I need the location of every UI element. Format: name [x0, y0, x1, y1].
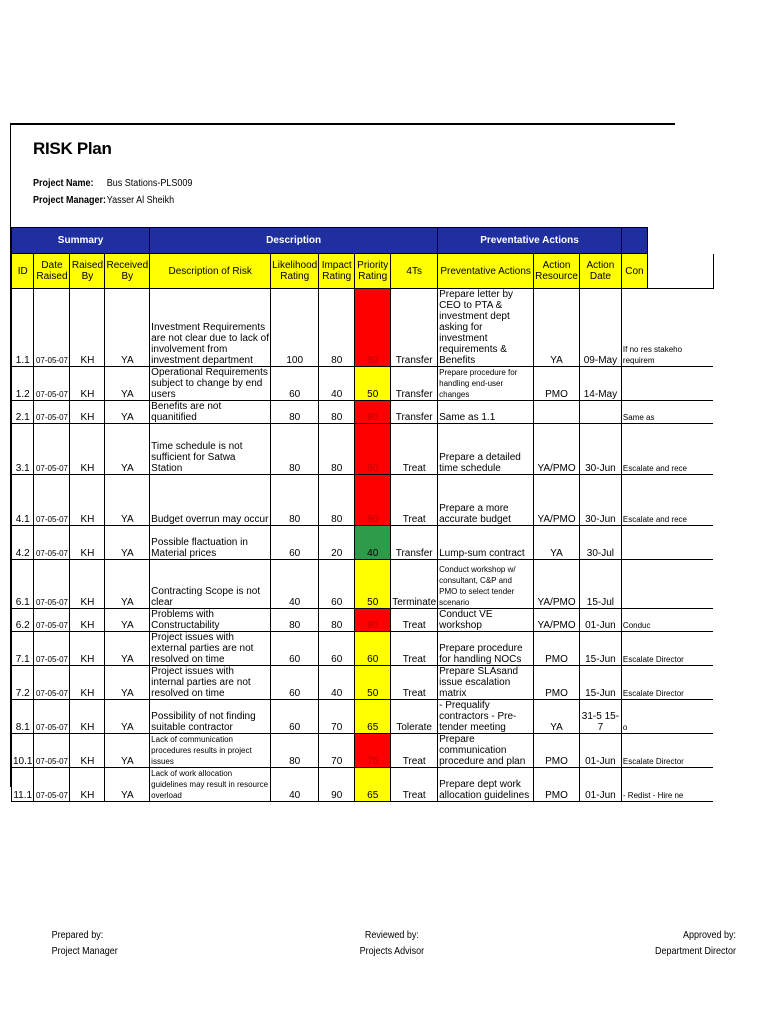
row-received-by: YA [105, 768, 150, 802]
row-impact: 40 [319, 666, 355, 700]
row-id: 3.1 [12, 424, 34, 475]
column-header: ID [12, 254, 34, 289]
column-header: Raised By [70, 254, 105, 289]
row-contingency: If no res stakeho requirem [621, 289, 713, 367]
row-priority: 40 [355, 526, 391, 560]
row-action-resource: PMO [534, 632, 580, 666]
column-header: Action Date [579, 254, 621, 289]
table-row [12, 632, 714, 666]
row-received-by: YA [105, 289, 150, 367]
row-date: 07-05-07 [34, 475, 70, 526]
row-likelihood: 60 [271, 666, 319, 700]
row-received-by: YA [105, 734, 150, 768]
row-raised-by: KH [70, 734, 105, 768]
row-date: 07-05-07 [34, 700, 70, 734]
row-action-resource: YA [534, 700, 580, 734]
row-action-resource: PMO [534, 734, 580, 768]
row-raised-by: KH [70, 475, 105, 526]
row-action-date [579, 401, 621, 424]
table-row [12, 734, 714, 768]
row-date: 07-05-07 [34, 632, 70, 666]
column-header: Date Raised [34, 254, 70, 289]
row-id: 2.1 [12, 401, 34, 424]
row-raised-by: KH [70, 632, 105, 666]
column-header: Con [621, 254, 647, 289]
row-4ts: Treat [391, 609, 438, 632]
row-date: 07-05-07 [34, 666, 70, 700]
row-date: 07-05-07 [34, 734, 70, 768]
table-row [12, 424, 714, 475]
row-action-date: 15-Jun [579, 666, 621, 700]
row-contingency: Same as [621, 401, 713, 424]
row-contingency: Conduc [621, 609, 713, 632]
row-received-by: YA [105, 666, 150, 700]
row-raised-by: KH [70, 666, 105, 700]
row-action-date: 09-May [579, 289, 621, 367]
row-priority: 80 [355, 401, 391, 424]
row-likelihood: 60 [271, 367, 319, 401]
row-preventative-action: Prepare SLAsand issue escalation matrix [438, 666, 534, 700]
row-action-date: 15-Jul [579, 560, 621, 609]
row-4ts: Treat [391, 768, 438, 802]
column-header: 4Ts [391, 254, 438, 289]
reviewed-label: Reviewed by: [364, 930, 419, 941]
row-date: 07-05-07 [34, 289, 70, 367]
row-likelihood: 60 [271, 700, 319, 734]
row-contingency: Escalate Director [621, 632, 713, 666]
prepared-by [52, 928, 118, 960]
row-action-resource: PMO [534, 666, 580, 700]
approved-label: Approved by: [682, 930, 737, 941]
row-impact: 60 [319, 560, 355, 609]
table-row [12, 289, 714, 367]
row-raised-by: KH [70, 700, 105, 734]
row-action-date: 31-5 15-7 [579, 700, 621, 734]
row-raised-by: KH [70, 401, 105, 424]
row-contingency: Escalate Director [621, 666, 713, 700]
row-contingency: Escalate and rece [621, 424, 713, 475]
row-impact: 80 [319, 289, 355, 367]
row-impact: 40 [319, 367, 355, 401]
row-id: 4.2 [12, 526, 34, 560]
column-header: Priority Rating [355, 254, 391, 289]
row-likelihood: 60 [271, 526, 319, 560]
row-preventative-action: Prepare communication procedure and plan [438, 734, 534, 768]
row-priority: 80 [355, 609, 391, 632]
row-date: 07-05-07 [34, 526, 70, 560]
prepared-label: Prepared by: [51, 930, 104, 941]
column-header: Likelihood Rating [271, 254, 319, 289]
row-date: 07-05-07 [34, 609, 70, 632]
row-priority: 80 [355, 424, 391, 475]
row-contingency: o [621, 700, 713, 734]
table-row [12, 401, 714, 424]
row-risk-description: Contracting Scope is not clear [150, 560, 271, 609]
row-received-by: YA [105, 609, 150, 632]
row-priority: 65 [355, 700, 391, 734]
project-manager-row [33, 195, 174, 206]
row-date: 07-05-07 [34, 401, 70, 424]
row-contingency: - Redist - Hire ne [621, 768, 713, 802]
row-action-resource [534, 401, 580, 424]
row-date: 07-05-07 [34, 367, 70, 401]
reviewed-by [360, 928, 425, 960]
row-4ts: Treat [391, 632, 438, 666]
row-action-date: 30-Jun [579, 424, 621, 475]
row-likelihood: 80 [271, 609, 319, 632]
row-preventative-action: Same as 1.1 [438, 401, 534, 424]
section-summary: Summary [12, 228, 150, 254]
row-preventative-action: Prepare procedure for handling NOCs [438, 632, 534, 666]
section-cont [621, 228, 647, 254]
row-risk-description: Possibility of not finding suitable contractor [150, 700, 271, 734]
row-action-resource: YA/PMO [534, 424, 580, 475]
table-row [12, 666, 714, 700]
row-risk-description: Budget overrun may occur [150, 475, 271, 526]
page-title: RISK Plan [33, 139, 112, 158]
row-4ts: Terminate [391, 560, 438, 609]
row-priority: 50 [355, 560, 391, 609]
row-raised-by: KH [70, 526, 105, 560]
row-received-by: YA [105, 526, 150, 560]
risk-table [11, 227, 714, 802]
row-received-by: YA [105, 700, 150, 734]
table-row [12, 560, 714, 609]
row-contingency [621, 367, 713, 401]
row-priority: 50 [355, 367, 391, 401]
row-preventative-action: Conduct VE workshop [438, 609, 534, 632]
row-preventative-action: Lump-sum contract [438, 526, 534, 560]
table-row [12, 609, 714, 632]
row-risk-description: Possible flactuation in Material prices [150, 526, 271, 560]
row-action-resource: YA/PMO [534, 560, 580, 609]
row-impact: 70 [319, 700, 355, 734]
row-raised-by: KH [70, 289, 105, 367]
row-risk-description: Lack of communication procedures results in project issues [150, 734, 271, 768]
row-4ts: Treat [391, 734, 438, 768]
row-action-date: 01-Jun [579, 609, 621, 632]
row-priority: 50 [355, 666, 391, 700]
row-likelihood: 80 [271, 734, 319, 768]
row-4ts: Treat [391, 475, 438, 526]
row-risk-description: Project issues with internal parties are not resolved on time [150, 666, 271, 700]
row-raised-by: KH [70, 367, 105, 401]
row-id: 6.2 [12, 609, 34, 632]
row-preventative-action: Prepare letter by CEO to PTA & investment dept asking for investment requirements & Benefits [438, 289, 534, 367]
row-action-resource: YA [534, 526, 580, 560]
row-likelihood: 60 [271, 632, 319, 666]
approved-value: Department Director [655, 946, 737, 957]
row-raised-by: KH [70, 609, 105, 632]
row-4ts: Tolerate [391, 700, 438, 734]
row-id: 1.1 [12, 289, 34, 367]
row-impact: 80 [319, 424, 355, 475]
row-priority: 60 [355, 632, 391, 666]
row-preventative-action: Prepare a more accurate budget [438, 475, 534, 526]
row-received-by: YA [105, 560, 150, 609]
row-risk-description: Operational Requirements subject to change by end users [150, 367, 271, 401]
row-likelihood: 80 [271, 401, 319, 424]
row-priority: 75 [355, 734, 391, 768]
row-id: 4.1 [12, 475, 34, 526]
reviewed-value: Projects Advisor [359, 946, 425, 957]
top-border [10, 123, 675, 125]
row-risk-description: Problems with Constructability [150, 609, 271, 632]
row-raised-by: KH [70, 768, 105, 802]
row-raised-by: KH [70, 560, 105, 609]
column-header: Received By [105, 254, 150, 289]
row-action-resource: PMO [534, 768, 580, 802]
row-4ts: Transfer [391, 526, 438, 560]
row-preventative-action: Prepare a detailed time schedule [438, 424, 534, 475]
row-received-by: YA [105, 424, 150, 475]
row-risk-description: Benefits are not quanitified [150, 401, 271, 424]
section-header-row [12, 228, 714, 254]
row-likelihood: 80 [271, 475, 319, 526]
row-raised-by: KH [70, 424, 105, 475]
row-4ts: Treat [391, 666, 438, 700]
table-row [12, 768, 714, 802]
row-contingency [621, 560, 713, 609]
row-likelihood: 80 [271, 424, 319, 475]
section-description: Description [150, 228, 438, 254]
row-contingency: Escalate Director [621, 734, 713, 768]
project-manager-label: Project Manager: [33, 195, 107, 206]
row-preventative-action: Conduct workshop w/ consultant, C&P and PMO to select tender scenario [438, 560, 534, 609]
row-priority: 65 [355, 768, 391, 802]
row-id: 8.1 [12, 700, 34, 734]
project-name-row [33, 178, 192, 189]
project-name-value: Bus Stations-PLS009 [106, 178, 193, 189]
row-date: 07-05-07 [34, 424, 70, 475]
column-header: Action Resource [534, 254, 580, 289]
row-likelihood: 40 [271, 768, 319, 802]
row-received-by: YA [105, 367, 150, 401]
row-4ts: Transfer [391, 289, 438, 367]
row-date: 07-05-07 [34, 560, 70, 609]
row-id: 1.2 [12, 367, 34, 401]
row-action-date: 30-Jul [579, 526, 621, 560]
row-id: 10.1 [12, 734, 34, 768]
row-action-resource: YA/PMO [534, 609, 580, 632]
row-4ts: Transfer [391, 367, 438, 401]
project-manager-value: Yasser Al Sheikh [106, 195, 175, 206]
row-action-resource: YA/PMO [534, 475, 580, 526]
column-header-row [12, 254, 714, 289]
row-impact: 90 [319, 768, 355, 802]
row-id: 6.1 [12, 560, 34, 609]
row-4ts: Transfer [391, 401, 438, 424]
row-action-date: 14-May [579, 367, 621, 401]
prepared-value: Project Manager [51, 946, 118, 957]
column-header: Impact Rating [319, 254, 355, 289]
row-risk-description: Lack of work allocation guidelines may result in resource overload [150, 768, 271, 802]
row-action-date: 01-Jun [579, 768, 621, 802]
column-header: Description of Risk [150, 254, 271, 289]
column-header: Preventative Actions [438, 254, 534, 289]
row-risk-description: Investment Requirements are not clear due to lack of involvement from investment department [150, 289, 271, 367]
row-priority: 80 [355, 289, 391, 367]
row-action-date: 01-Jun [579, 734, 621, 768]
row-id: 11.1 [12, 768, 34, 802]
row-preventative-action: Prepare dept work allocation guidelines [438, 768, 534, 802]
row-action-resource: PMO [534, 367, 580, 401]
table-row [12, 526, 714, 560]
row-contingency: Escalate and rece [621, 475, 713, 526]
row-priority: 80 [355, 475, 391, 526]
table-row [12, 367, 714, 401]
row-action-date: 30-Jun [579, 475, 621, 526]
table-row [12, 475, 714, 526]
row-received-by: YA [105, 475, 150, 526]
row-impact: 20 [319, 526, 355, 560]
project-name-label: Project Name: [33, 178, 94, 189]
row-preventative-action: Prepare procedure for handling end-user changes [438, 367, 534, 401]
approved-by [655, 928, 736, 960]
row-impact: 80 [319, 609, 355, 632]
row-id: 7.2 [12, 666, 34, 700]
row-received-by: YA [105, 401, 150, 424]
row-impact: 70 [319, 734, 355, 768]
row-risk-description: Project issues with external parties are not resolved on time [150, 632, 271, 666]
section-preventative: Preventative Actions [438, 228, 622, 254]
row-contingency [621, 526, 713, 560]
row-received-by: YA [105, 632, 150, 666]
row-impact: 60 [319, 632, 355, 666]
table-row [12, 700, 714, 734]
row-4ts: Treat [391, 424, 438, 475]
row-preventative-action: - Prequalify contractors - Pre-tender meeting [438, 700, 534, 734]
row-action-date: 15-Jun [579, 632, 621, 666]
row-likelihood: 40 [271, 560, 319, 609]
row-impact: 80 [319, 475, 355, 526]
row-id: 7.1 [12, 632, 34, 666]
row-risk-description: Time schedule is not sufficient for Satwa Station [150, 424, 271, 475]
row-likelihood: 100 [271, 289, 319, 367]
row-action-resource: YA [534, 289, 580, 367]
row-date: 07-05-07 [34, 768, 70, 802]
row-impact: 80 [319, 401, 355, 424]
